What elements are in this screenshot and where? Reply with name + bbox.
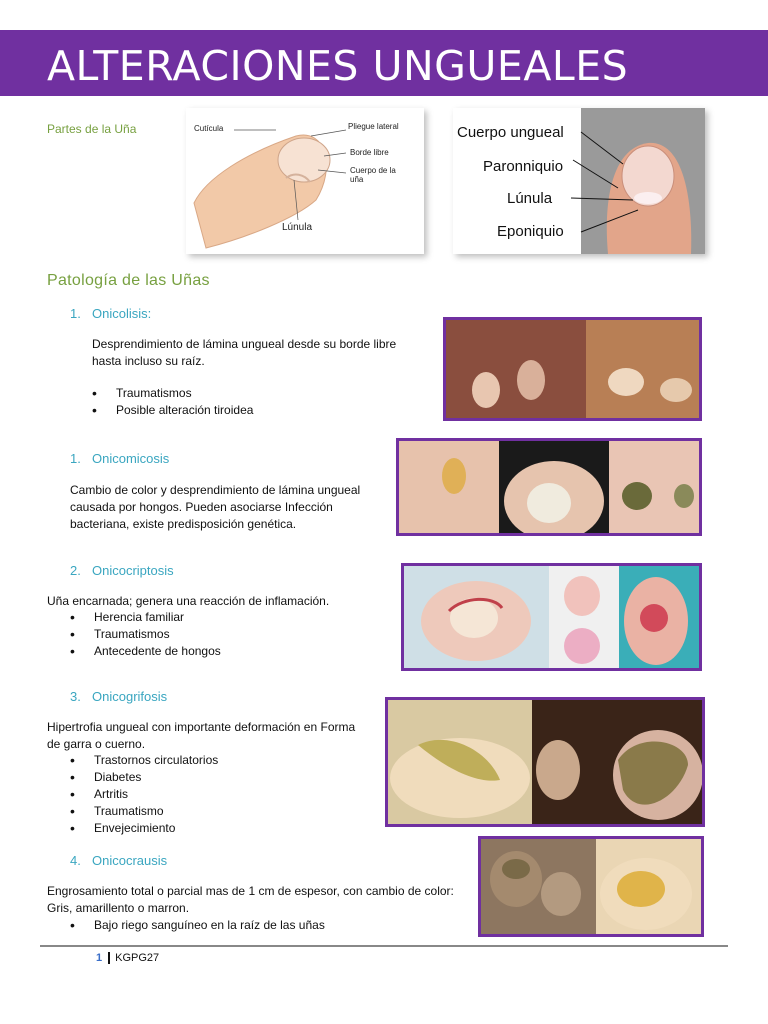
bullet-item: • Antecedente de hongos (70, 643, 390, 660)
item-desc-onicocrausis: Engrosamiento total o parcial mas de 1 cm de espesor, con cambio de color: Gris, amarillento o marron. (47, 884, 454, 915)
nail-parts-diagram (186, 108, 424, 254)
diagram-label-cuticula: Cutícula (194, 124, 224, 133)
onicolisis-image (446, 320, 699, 418)
item-title-onicocrausis (70, 853, 167, 868)
item-title-text: Onicomicosis (92, 451, 170, 466)
footer-separator (108, 952, 110, 964)
item-bullets-onicocriptosis (70, 609, 390, 660)
header-banner (0, 30, 768, 96)
bullet-item: • Bajo riego sanguíneo en la raíz de las uñas (70, 917, 470, 934)
bullet-item: • Traumatismo (70, 803, 390, 820)
diagram-label-lunula: Lúnula (282, 222, 313, 233)
item-number: 3. (70, 689, 81, 704)
item-desc-onicolisis: Desprendimiento de lámina ungueal desde su borde libre hasta incluso su raíz. (92, 337, 397, 368)
onicomicosis-photo (396, 438, 702, 536)
diagram-label-cuerpo: Cuerpo de la uña (350, 166, 396, 184)
item-number: 1. (70, 306, 81, 321)
bullet-item: • Diabetes (70, 769, 390, 786)
item-number: 4. (70, 853, 81, 868)
photo-label-eponiquio: Eponiquio (497, 223, 564, 240)
footer (96, 952, 159, 964)
item-bullets-onicogrifosis (70, 752, 390, 837)
photo-label-cuerpo: Cuerpo ungueal (457, 124, 564, 141)
onicogrifosis-image (388, 700, 702, 824)
item-bullets-onicolisis (92, 385, 412, 419)
onicocriptosis-photo (401, 563, 702, 671)
bullet-item: • Envejecimiento (70, 820, 390, 837)
item-title-onicocriptosis (70, 563, 174, 578)
onicomicosis-image (399, 441, 699, 533)
photo-label-lunula: Lúnula (507, 190, 553, 207)
intro-label: Partes de la Uña (47, 122, 137, 136)
item-title-onicomicosis (70, 451, 169, 466)
bullet-item: • Posible alteración tiroidea (92, 402, 412, 419)
nail-anatomy-photo-diagram (453, 108, 705, 254)
item-title-text: Onicocrausis (92, 853, 168, 868)
bullet-item: • Trastornos circulatorios (70, 752, 390, 769)
page-number: 1 (96, 952, 103, 964)
item-title-text: Onicogrifosis (92, 689, 168, 704)
item-title-text: Onicocriptosis (92, 563, 174, 578)
item-title-text: Onicolisis: (92, 306, 152, 321)
item-desc-onicomicosis: Cambio de color y desprendimiento de lámina ungueal causada por hongos. Pueden asociarse Infección bacteriana, existe predisposición genética. (70, 483, 361, 531)
item-bullets-onicocrausis (70, 917, 470, 934)
onicocrausis-photo (478, 836, 704, 937)
item-number: 1. (70, 451, 81, 466)
onicolisis-photo (443, 317, 702, 421)
page-title: ALTERACIONES UNGUEALES (47, 42, 629, 90)
item-title-onicolisis (70, 306, 151, 321)
section-title: Patología de las Uñas (47, 272, 210, 289)
bullet-item: • Herencia familiar (70, 609, 390, 626)
footer-code: KGPG27 (115, 952, 160, 964)
diagram-label-borde: Borde libre (350, 148, 389, 157)
diagram-label-pliegue: Pliegue lateral (348, 122, 399, 131)
item-number: 2. (70, 563, 81, 578)
bullet-item: • Traumatismos (92, 385, 412, 402)
bullet-item: • Artritis (70, 786, 390, 803)
item-desc-onicocriptosis: Uña encarnada; genera una reacción de inflamación. (47, 594, 330, 608)
onicocriptosis-image (404, 566, 699, 668)
onicogrifosis-photo (385, 697, 705, 827)
item-desc-onicogrifosis: Hipertrofia ungueal con importante deformación en Forma de garra o cuerno. (47, 720, 356, 751)
bullet-item: • Traumatismos (70, 626, 390, 643)
item-title-onicogrifosis (70, 689, 167, 704)
footer-divider (40, 945, 728, 947)
onicocrausis-image (481, 839, 701, 934)
photo-label-paronniquio: Paronniquio (483, 158, 564, 175)
